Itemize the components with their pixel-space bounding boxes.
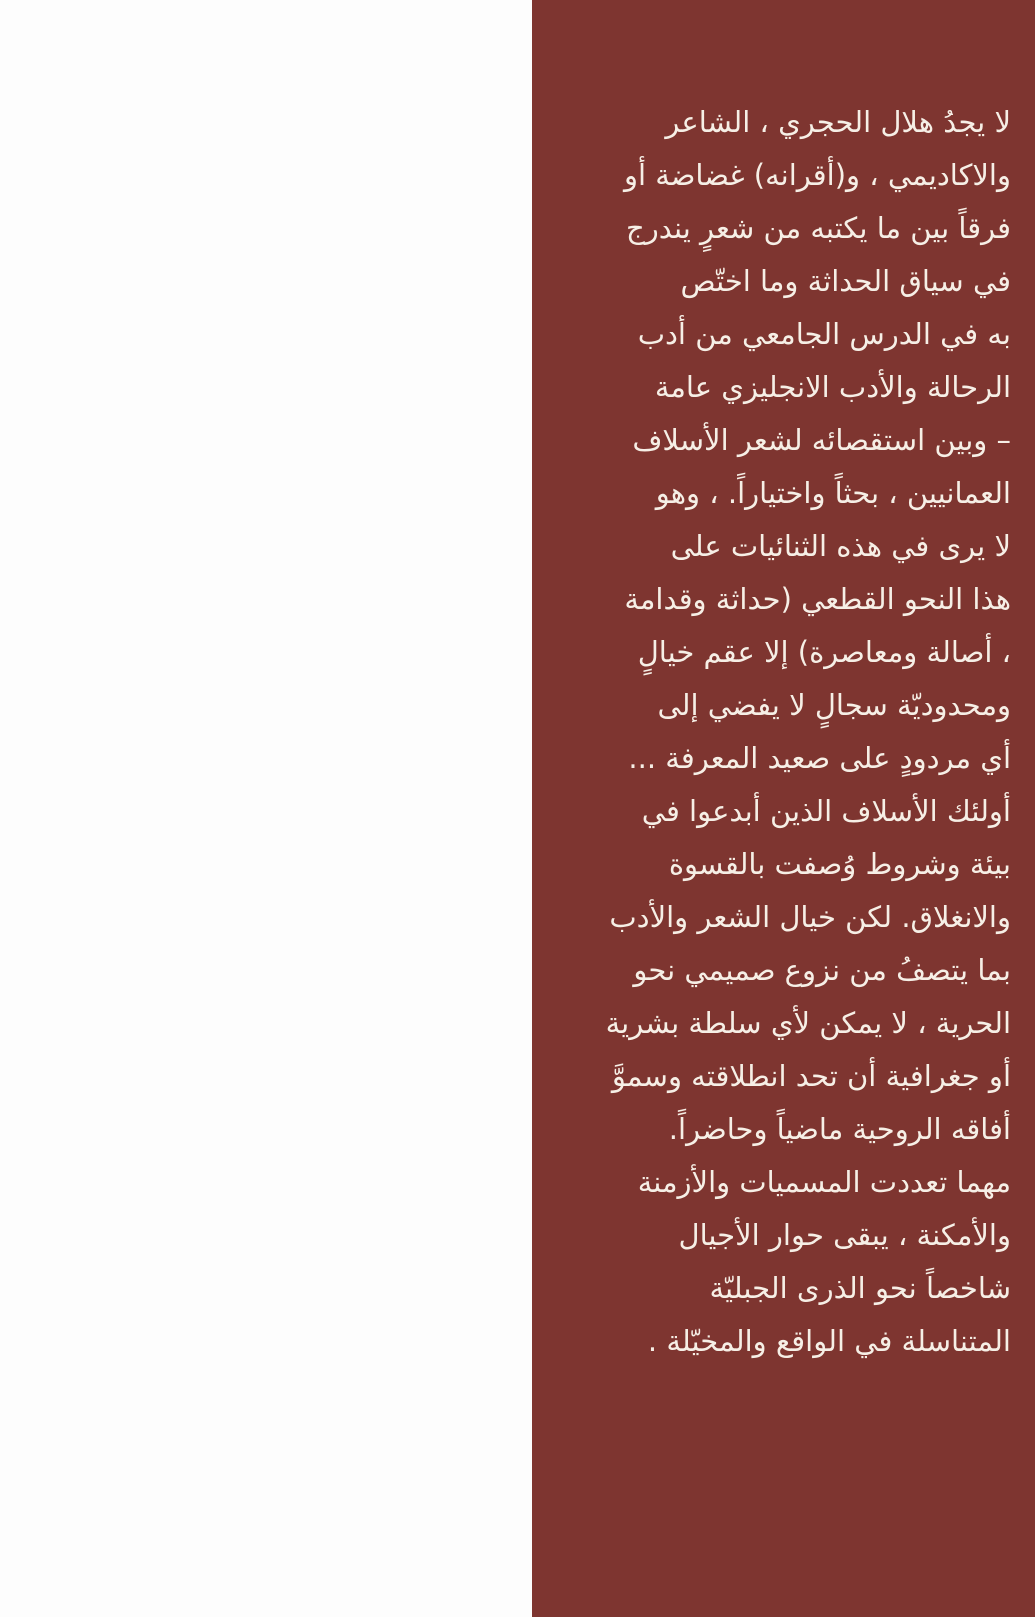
blurb-line: – وبين استقصائه لشعر الأسلاف [632, 423, 1011, 457]
blurb-line: العمانيين ، بحثاً واختياراً. ، وهو [655, 476, 1011, 510]
blurb-line: الحرية ، لا يمكن لأي سلطة بشرية [605, 1006, 1011, 1040]
blurb-line: لا يرى في هذه الثنائيات على [670, 529, 1011, 563]
blurb-line: والاكاديمي ، و(أقرانه) غضاضة أو [623, 158, 1011, 192]
blurb-line: فرقاً بين ما يكتبه من شعرٍ يندرج [626, 211, 1011, 245]
blurb-line: أي مردودٍ على صعيد المعرفة ... [628, 741, 1011, 775]
back-cover-blurb [571, 96, 1011, 1368]
blurb-line: أولئك الأسلاف الذين أبدعوا في [641, 794, 1011, 828]
blurb-line: لا يجدُ هلال الحجري ، الشاعر [665, 105, 1011, 139]
blurb-line: أو جغرافية أن تحد انطلاقته وسموَّ [611, 1059, 1011, 1093]
blurb-line: والانغلاق. لكن خيال الشعر والأدب [609, 900, 1011, 934]
blurb-line: الرحالة والأدب الانجليزي عامة [654, 370, 1011, 404]
back-cover-panel [532, 0, 1035, 1617]
blurb-line: والأمكنة ، يبقى حوار الأجيال [678, 1218, 1011, 1252]
blurb-line: بما يتصفُ من نزوع صميمي نحو [633, 953, 1011, 987]
blurb-line: المتناسلة في الواقع والمخيّلة . [647, 1324, 1011, 1358]
blurb-line: به في الدرس الجامعي من أدب [637, 317, 1011, 351]
blurb-line: بيئة وشروط وُصفت بالقسوة [668, 847, 1011, 881]
blurb-line: شاخصاً نحو الذرى الجبليّة [709, 1271, 1011, 1305]
blurb-line: ، أصالة ومعاصرة) إلا عقم خيالٍ [637, 635, 1011, 669]
blurb-line: في سياق الحداثة وما اختّص [680, 264, 1011, 298]
blurb-line: أفاقه الروحية ماضياً وحاضراً. [668, 1112, 1011, 1146]
blurb-line: مهما تعددت المسميات والأزمنة [637, 1165, 1011, 1199]
blurb-line: هذا النحو القطعي (حداثة وقدامة [624, 582, 1011, 616]
blurb-line: ومحدوديّة سجالٍ لا يفضي إلى [657, 688, 1011, 722]
